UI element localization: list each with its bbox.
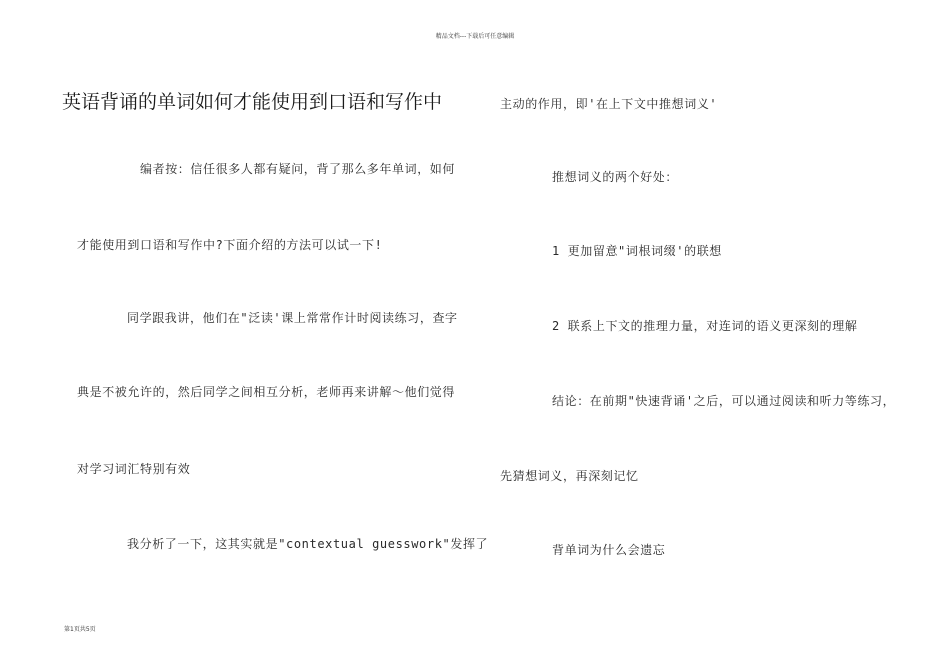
paragraph-line: 主动的作用，即'在上下文中推想词义': [500, 97, 718, 111]
page-number: 第1页共5页: [64, 626, 96, 633]
paragraph-line: 典是不被允许的，然后同学之间相互分析，老师再来讲解～他们觉得: [77, 385, 456, 399]
paragraph-line: 2 联系上下文的推理力量，对连词的语义更深刻的理解: [552, 319, 858, 333]
paragraph-line: 1 更加留意"词根词缀'的联想: [552, 244, 722, 258]
document-title: 英语背诵的单词如何才能使用到口语和写作中: [62, 91, 443, 113]
paragraph-line: 推想词义的两个好处：: [552, 170, 679, 184]
paragraph-line: 先猜想词义，再深刻记忆: [500, 469, 639, 483]
paragraph-line: 同学跟我讲，他们在"泛读'课上常常作计时阅读练习，查字: [127, 311, 458, 325]
paragraph-line: 对学习词汇特别有效: [77, 462, 191, 476]
paragraph-line: 结论：在前期"快速背诵'之后，可以通过阅读和听力等练习，: [552, 394, 896, 408]
paragraph-line: 才能使用到口语和写作中?下面介绍的方法可以试一下!: [77, 238, 383, 252]
paragraph-line: 编者按：信任很多人都有疑问，背了那么多年单词，如何: [140, 162, 456, 176]
paragraph-line: 我分析了一下，这其实就是"contextual guesswork"发挥了: [127, 537, 489, 551]
header-note: 精品文档---下载后可任意编辑: [435, 33, 515, 40]
paragraph-line: 背单词为什么会遗忘: [552, 543, 666, 557]
